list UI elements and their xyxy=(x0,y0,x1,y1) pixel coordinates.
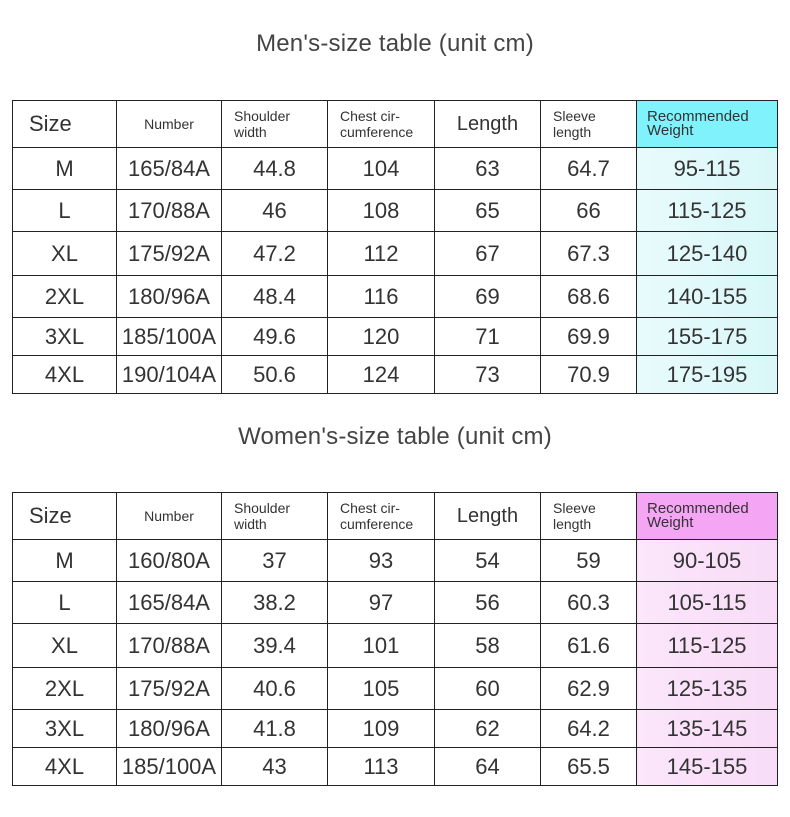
cell-size: L xyxy=(13,582,117,624)
cell-number: 180/96A xyxy=(117,710,222,748)
cell-weight: 115-125 xyxy=(637,190,778,232)
cell-chest: 104 xyxy=(328,148,435,190)
men-header-row xyxy=(13,101,778,148)
cell-weight: 115-125 xyxy=(637,624,778,668)
cell-weight: 145-155 xyxy=(637,748,778,786)
cell-weight: 125-140 xyxy=(637,232,778,276)
cell-weight: 135-145 xyxy=(637,710,778,748)
cell-size: 4XL xyxy=(13,356,117,394)
cell-shoulder: 46 xyxy=(222,190,328,232)
cell-weight: 95-115 xyxy=(637,148,778,190)
cell-chest: 116 xyxy=(328,276,435,318)
cell-chest: 108 xyxy=(328,190,435,232)
cell-sleeve: 64.2 xyxy=(541,710,637,748)
cell-number: 165/84A xyxy=(117,582,222,624)
cell-length: 62 xyxy=(435,710,541,748)
header-size: Size xyxy=(13,101,117,148)
table-row xyxy=(13,356,778,394)
cell-sleeve: 66 xyxy=(541,190,637,232)
cell-sleeve: 61.6 xyxy=(541,624,637,668)
women-header-row xyxy=(13,493,778,540)
cell-chest: 93 xyxy=(328,540,435,582)
cell-weight: 175-195 xyxy=(637,356,778,394)
cell-size: 3XL xyxy=(13,318,117,356)
cell-length: 54 xyxy=(435,540,541,582)
cell-sleeve: 70.9 xyxy=(541,356,637,394)
cell-chest: 120 xyxy=(328,318,435,356)
cell-shoulder: 48.4 xyxy=(222,276,328,318)
table-row xyxy=(13,318,778,356)
header-recommended-weight: Recommended Weight xyxy=(637,101,778,148)
cell-shoulder: 43 xyxy=(222,748,328,786)
cell-length: 71 xyxy=(435,318,541,356)
header-chest-circumference: Chest cir- cumference xyxy=(328,493,435,540)
cell-size: M xyxy=(13,148,117,190)
cell-number: 175/92A xyxy=(117,668,222,710)
cell-length: 73 xyxy=(435,356,541,394)
cell-length: 63 xyxy=(435,148,541,190)
cell-chest: 101 xyxy=(328,624,435,668)
cell-sleeve: 59 xyxy=(541,540,637,582)
header-sleeve-length: Sleeve length xyxy=(541,493,637,540)
cell-weight: 125-135 xyxy=(637,668,778,710)
cell-length: 65 xyxy=(435,190,541,232)
cell-shoulder: 50.6 xyxy=(222,356,328,394)
cell-shoulder: 38.2 xyxy=(222,582,328,624)
cell-size: XL xyxy=(13,232,117,276)
cell-length: 64 xyxy=(435,748,541,786)
header-number: Number xyxy=(117,493,222,540)
header-shoulder-width: Shoulder width xyxy=(222,101,328,148)
cell-chest: 124 xyxy=(328,356,435,394)
cell-sleeve: 62.9 xyxy=(541,668,637,710)
table-row xyxy=(13,232,778,276)
header-sleeve-length: Sleeve length xyxy=(541,101,637,148)
table-row xyxy=(13,624,778,668)
cell-number: 160/80A xyxy=(117,540,222,582)
cell-sleeve: 69.9 xyxy=(541,318,637,356)
cell-length: 56 xyxy=(435,582,541,624)
cell-sleeve: 68.6 xyxy=(541,276,637,318)
cell-length: 60 xyxy=(435,668,541,710)
header-size: Size xyxy=(13,493,117,540)
men-table-title: Men's-size table (unit cm) xyxy=(256,30,534,57)
women-size-table xyxy=(12,492,778,786)
cell-size: 2XL xyxy=(13,668,117,710)
header-recommended-weight: Recommended Weight xyxy=(637,493,778,540)
header-shoulder-width: Shoulder width xyxy=(222,493,328,540)
cell-shoulder: 49.6 xyxy=(222,318,328,356)
cell-weight: 105-115 xyxy=(637,582,778,624)
cell-number: 170/88A xyxy=(117,190,222,232)
table-row xyxy=(13,148,778,190)
cell-size: 4XL xyxy=(13,748,117,786)
cell-weight: 90-105 xyxy=(637,540,778,582)
header-number: Number xyxy=(117,101,222,148)
table-row xyxy=(13,276,778,318)
cell-sleeve: 67.3 xyxy=(541,232,637,276)
cell-number: 190/104A xyxy=(117,356,222,394)
cell-size: XL xyxy=(13,624,117,668)
cell-chest: 113 xyxy=(328,748,435,786)
cell-length: 69 xyxy=(435,276,541,318)
women-table-title: Women's-size table (unit cm) xyxy=(238,423,552,450)
cell-number: 165/84A xyxy=(117,148,222,190)
cell-shoulder: 44.8 xyxy=(222,148,328,190)
men-size-table xyxy=(12,100,778,394)
table-row xyxy=(13,710,778,748)
cell-sleeve: 65.5 xyxy=(541,748,637,786)
cell-shoulder: 37 xyxy=(222,540,328,582)
cell-number: 175/92A xyxy=(117,232,222,276)
cell-shoulder: 39.4 xyxy=(222,624,328,668)
cell-number: 170/88A xyxy=(117,624,222,668)
table-row xyxy=(13,190,778,232)
cell-chest: 109 xyxy=(328,710,435,748)
cell-shoulder: 40.6 xyxy=(222,668,328,710)
cell-size: 2XL xyxy=(13,276,117,318)
cell-size: 3XL xyxy=(13,710,117,748)
cell-length: 58 xyxy=(435,624,541,668)
table-row xyxy=(13,540,778,582)
table-row xyxy=(13,748,778,786)
cell-number: 180/96A xyxy=(117,276,222,318)
header-chest-circumference: Chest cir- cumference xyxy=(328,101,435,148)
cell-chest: 112 xyxy=(328,232,435,276)
cell-chest: 105 xyxy=(328,668,435,710)
table-row xyxy=(13,668,778,710)
cell-size: M xyxy=(13,540,117,582)
table-row xyxy=(13,582,778,624)
cell-shoulder: 41.8 xyxy=(222,710,328,748)
cell-shoulder: 47.2 xyxy=(222,232,328,276)
cell-weight: 140-155 xyxy=(637,276,778,318)
cell-number: 185/100A xyxy=(117,318,222,356)
cell-sleeve: 64.7 xyxy=(541,148,637,190)
cell-weight: 155-175 xyxy=(637,318,778,356)
cell-size: L xyxy=(13,190,117,232)
header-length: Length xyxy=(435,493,541,540)
cell-number: 185/100A xyxy=(117,748,222,786)
cell-sleeve: 60.3 xyxy=(541,582,637,624)
header-length: Length xyxy=(435,101,541,148)
cell-chest: 97 xyxy=(328,582,435,624)
cell-length: 67 xyxy=(435,232,541,276)
